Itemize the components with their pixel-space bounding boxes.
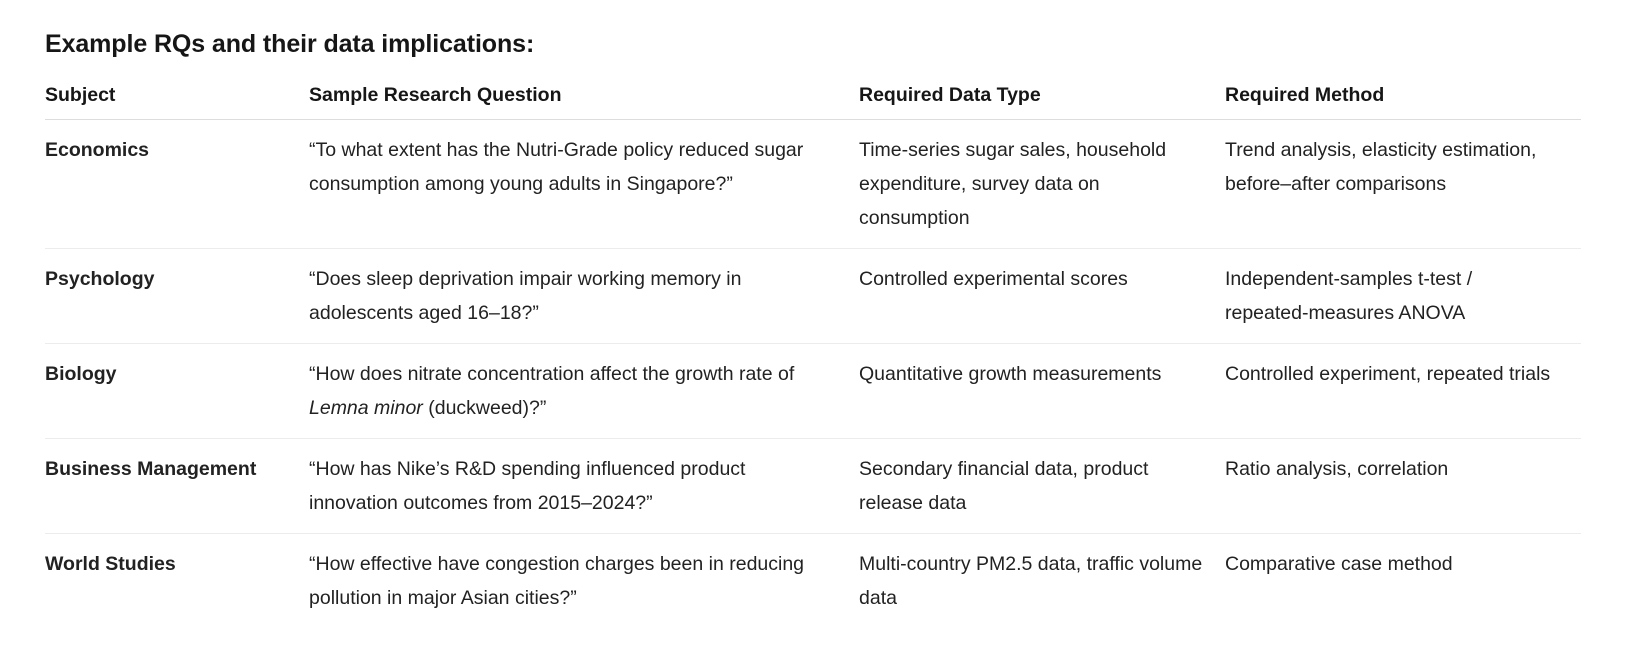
- question-text: “Does sleep deprivation impair working memory in adolescents aged 16–18?”: [309, 268, 742, 324]
- research-questions-table: [45, 76, 1581, 628]
- subject-cell: [45, 344, 309, 439]
- subject-text: Psychology: [45, 268, 155, 290]
- question-text: “How has Nike’s R&D spending influenced product innovation outcomes from 2015–2024?”: [309, 458, 746, 514]
- section-heading: Example RQs and their data implications:: [45, 30, 535, 58]
- data-type-cell: [859, 120, 1225, 249]
- table-row: [45, 439, 1581, 534]
- question-text: “To what extent has the Nutri-Grade policy reduced sugar consumption among young adults in Singapore?”: [309, 139, 804, 195]
- data-type-cell: [859, 439, 1225, 534]
- method-text: Independent-samples t-test / repeated-measures ANOVA: [1225, 268, 1473, 324]
- table-header-row: [45, 76, 1581, 120]
- subject-text: Business Management: [45, 458, 257, 480]
- method-cell: [1225, 249, 1581, 344]
- question-cell: [309, 249, 859, 344]
- subject-text: Economics: [45, 139, 150, 161]
- column-header-data-type: Required Data Type: [859, 76, 1225, 120]
- table-row: [45, 249, 1581, 344]
- method-text: Trend analysis, elasticity estimation, before–after comparisons: [1225, 139, 1537, 195]
- column-header-subject: Subject: [45, 76, 309, 120]
- column-header-research-question: Sample Research Question: [309, 76, 859, 120]
- data-type-text: Time-series sugar sales, household expenditure, survey data on consumption: [859, 139, 1167, 229]
- column-header-method: Required Method: [1225, 76, 1581, 120]
- question-text: “How effective have congestion charges been in reducing pollution in major Asian cities?”: [309, 553, 805, 609]
- table-row: [45, 534, 1581, 629]
- subject-cell: [45, 439, 309, 534]
- method-cell: [1225, 120, 1581, 249]
- question-text-part: “How does nitrate concentration affect the growth rate of: [309, 363, 795, 385]
- data-type-cell: [859, 249, 1225, 344]
- question-cell: [309, 344, 859, 439]
- method-cell: [1225, 344, 1581, 439]
- method-text: Ratio analysis, correlation: [1225, 458, 1449, 480]
- question-cell: [309, 120, 859, 249]
- method-text: Comparative case method: [1225, 553, 1453, 575]
- data-type-cell: [859, 344, 1225, 439]
- question-cell: [309, 439, 859, 534]
- question-cell: [309, 534, 859, 629]
- subject-text: Biology: [45, 363, 117, 385]
- subject-cell: [45, 120, 309, 249]
- method-cell: [1225, 534, 1581, 629]
- table-row: [45, 344, 1581, 439]
- data-type-text: Multi-country PM2.5 data, traffic volume data: [859, 553, 1203, 609]
- method-cell: [1225, 439, 1581, 534]
- question-text: [309, 357, 859, 425]
- data-type-cell: [859, 534, 1225, 629]
- table-row: [45, 120, 1581, 249]
- species-name-italic: Lemna minor: [309, 397, 423, 419]
- subject-cell: [45, 249, 309, 344]
- subject-text: World Studies: [45, 553, 176, 575]
- data-type-text: Quantitative growth measurements: [859, 363, 1162, 385]
- method-text: Controlled experiment, repeated trials: [1225, 363, 1551, 385]
- question-text-part: (duckweed)?”: [422, 397, 547, 419]
- subject-cell: [45, 534, 309, 629]
- data-type-text: Secondary financial data, product release data: [859, 458, 1149, 514]
- data-type-text: Controlled experimental scores: [859, 268, 1128, 290]
